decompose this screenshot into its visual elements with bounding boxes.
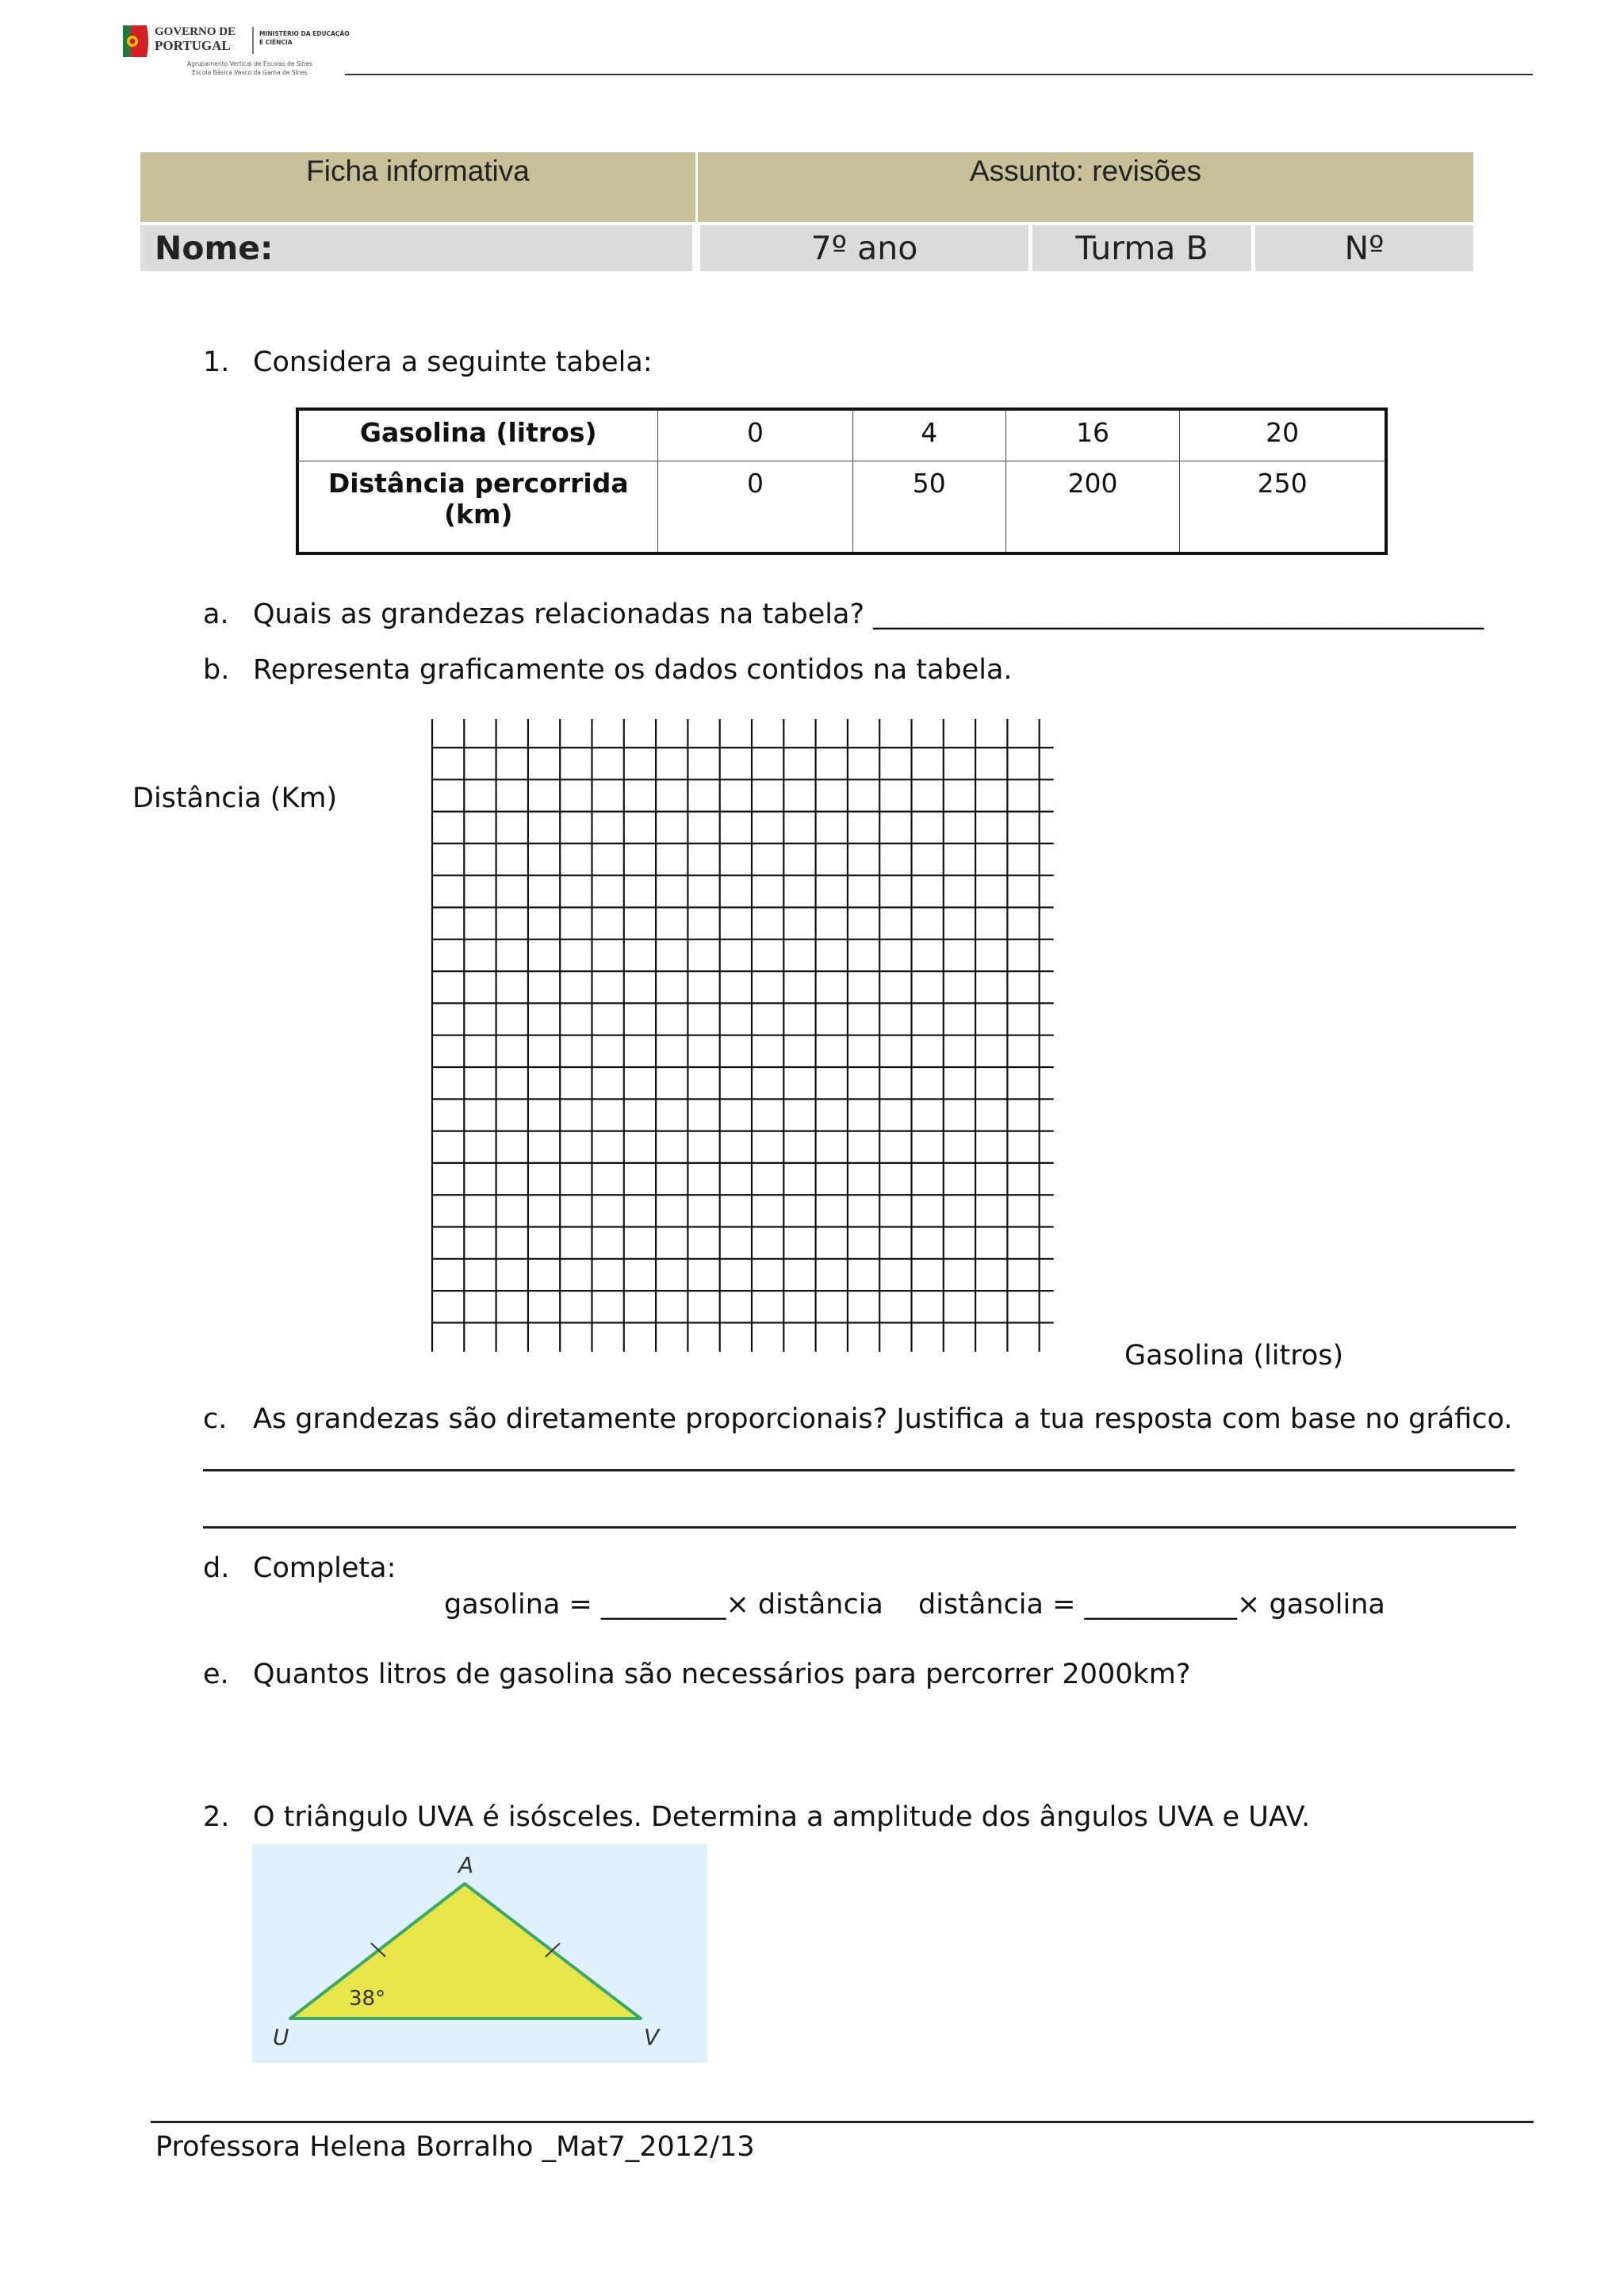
table-row xyxy=(297,461,1386,553)
table-cell: 50 xyxy=(852,461,1005,553)
q1a-text: Quais as grandezas relacionadas na tabela? ____________________________________________ xyxy=(253,599,1484,630)
formula-distancia: distância = ___________× gasolina xyxy=(918,1589,1385,1621)
q2-number: 2. xyxy=(203,1801,230,1833)
ministry-line-2: E CIÊNCIA xyxy=(259,39,293,46)
table-cell: 0 xyxy=(658,409,852,461)
q1-prompt: Considera a seguinte tabela: xyxy=(253,346,653,378)
sheet-type-label: Ficha informativa xyxy=(306,155,530,187)
q1d-letter: d. xyxy=(203,1552,230,1584)
name-cell xyxy=(140,225,692,271)
table-header-cell: Gasolina (litros) xyxy=(297,409,658,461)
q1b-text: Representa graficamente os dados contidos na tabela. xyxy=(253,654,1013,686)
q1c-letter: c. xyxy=(203,1403,228,1435)
school-line-1: Agrupamento Vertical de Escolas de Sines xyxy=(186,60,313,67)
number-cell xyxy=(1255,225,1473,271)
q2-prompt: O triângulo UVA é isósceles. Determina a amplitude dos ângulos UVA e UAV. xyxy=(253,1801,1311,1833)
angle-label: 38° xyxy=(349,1987,386,2011)
q1c-text: As grandezas são diretamente proporcionais? Justifica a tua resposta com base no gráfico. xyxy=(253,1403,1513,1435)
logo-line-2: PORTUGAL xyxy=(155,38,231,53)
number-label: Nº xyxy=(1344,229,1385,267)
table-cell: 0 xyxy=(658,461,852,553)
header-rule xyxy=(345,74,1533,75)
answer-line[interactable] xyxy=(203,1469,1515,1471)
graph-x-label: Gasolina (litros) xyxy=(1124,1340,1344,1372)
triangle-figure xyxy=(252,1844,707,2063)
sheet-type-cell xyxy=(140,152,695,222)
q1-number: 1. xyxy=(203,346,230,378)
name-label: Nome: xyxy=(155,229,274,267)
year-label: 7º ano xyxy=(810,229,918,267)
table-header-cell: Distância percorrida (km) xyxy=(297,461,658,553)
table-cell: 200 xyxy=(1005,461,1179,553)
graph-y-label: Distância (Km) xyxy=(132,783,338,814)
vertex-v-label: V xyxy=(644,2024,660,2050)
footer-text: Professora Helena Borralho _Mat7_2012/13 xyxy=(155,2131,755,2163)
q1a-letter: a. xyxy=(203,599,229,630)
government-logo xyxy=(123,21,361,84)
vertex-u-label: U xyxy=(273,2024,289,2050)
q1d-text: Completa: xyxy=(253,1552,396,1584)
portugal-flag-icon xyxy=(123,22,150,60)
year-cell xyxy=(700,225,1028,271)
table-row xyxy=(297,409,1386,461)
vertex-a-label: A xyxy=(458,1852,474,1878)
graph-grid[interactable] xyxy=(420,718,1055,1352)
table-cell: 20 xyxy=(1180,409,1386,461)
class-cell xyxy=(1032,225,1251,271)
school-line-2: Escola Básica Vasco da Gama de Sines xyxy=(192,69,308,76)
ministry-line-1: MINISTÉRIO DA EDUCAÇÃO xyxy=(259,30,350,37)
subject-cell xyxy=(698,152,1473,222)
subject-label: Assunto: revisões xyxy=(969,155,1202,187)
class-label: Turma B xyxy=(1075,229,1208,267)
data-table xyxy=(296,408,1388,555)
answer-line[interactable] xyxy=(203,1526,1516,1529)
formula-gasolina: gasolina = _________× distância xyxy=(444,1589,883,1621)
q1b-letter: b. xyxy=(203,654,230,686)
logo-line-1: GOVERNO DE xyxy=(155,25,236,38)
q1e-text: Quantos litros de gasolina são necessários para percorrer 2000km? xyxy=(253,1659,1191,1690)
footer-rule xyxy=(151,2121,1534,2123)
logo-divider xyxy=(252,27,254,54)
table-cell: 16 xyxy=(1005,409,1179,461)
table-cell: 4 xyxy=(852,409,1005,461)
table-cell: 250 xyxy=(1180,461,1386,553)
q1e-letter: e. xyxy=(203,1659,229,1690)
